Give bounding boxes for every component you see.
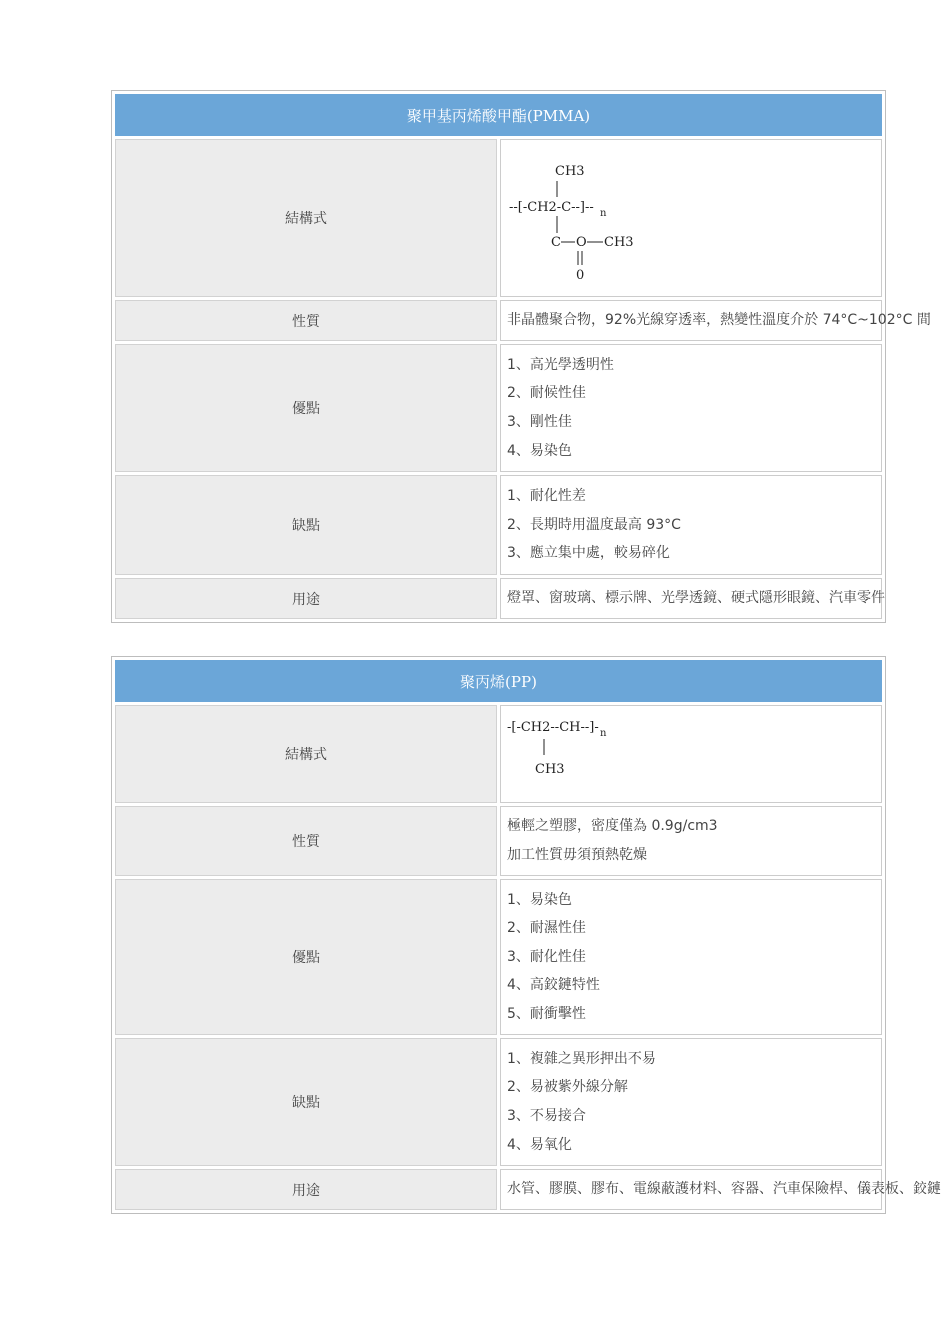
pmma-table <box>111 90 931 623</box>
pp-property-line: 加工性質毋須預熱乾燥 <box>507 847 647 863</box>
pp-advantage-item: 4、高鉸鏈特性 <box>507 977 600 994</box>
pmma-uses-text: 燈罩、窗玻璃、標示牌、光學透鏡、硬式隱形眼鏡、汽車零件 <box>507 590 885 607</box>
pmma-formula-ester-o: O <box>576 235 587 250</box>
pmma-formula-top: CH3 <box>555 164 585 179</box>
pp-advantage-item: 5、耐衝擊性 <box>507 1005 586 1022</box>
pmma-formula-chain: --[-CH2-C--]-- <box>509 200 594 215</box>
pp-advantage-item: 3、耐化性佳 <box>507 948 586 965</box>
pp-structure-label: 結構式 <box>115 705 497 803</box>
pp-disadvantage-item: 2、易被紫外線分解 <box>507 1079 628 1096</box>
pp-formula-side: CH3 <box>535 762 565 777</box>
pmma-properties-label: 性質 <box>115 300 497 341</box>
pmma-advantage-item: 3、剛性佳 <box>507 414 572 430</box>
pp-formula-chain: -[-CH2--CH--]- <box>507 720 599 735</box>
pmma-spec-table <box>111 90 931 623</box>
pmma-property-line: 非晶體聚合物，92%光線穿透率，熱變性溫度介於 74°C~102°C 間 <box>507 312 931 329</box>
pp-advantage-item: 2、耐濕性佳 <box>507 920 586 937</box>
pp-disadvantages-label: 缺點 <box>115 1038 497 1166</box>
pmma-uses-cell <box>500 578 885 619</box>
pmma-disadvantages-label: 缺點 <box>115 475 497 575</box>
pp-advantages-cell <box>500 879 882 1035</box>
pp-uses-label: 用途 <box>115 1169 497 1210</box>
pp-disadvantage-item: 3、不易接合 <box>507 1108 586 1124</box>
pp-properties-cell <box>500 806 882 876</box>
pp-table <box>111 656 941 1214</box>
pmma-disadvantages-cell <box>500 475 882 575</box>
pp-formula-drawing <box>507 709 707 799</box>
pp-disadvantages-cell <box>500 1038 882 1166</box>
pmma-advantage-item: 2、耐候性佳 <box>507 385 586 402</box>
pp-uses-text: 水管、膠膜、膠布、電線蔽護材料、容器、汽車保險桿、儀表板、鉸鏈 <box>507 1181 941 1198</box>
pp-formula-n: n <box>600 728 607 739</box>
pmma-advantages-label: 優點 <box>115 344 497 472</box>
pmma-structure-label: 結構式 <box>115 139 497 297</box>
pp-advantages-label: 優點 <box>115 879 497 1035</box>
pmma-properties-cell <box>500 300 931 341</box>
pmma-advantages-cell <box>500 344 882 472</box>
pmma-advantage-item: 4、易染色 <box>507 442 572 459</box>
pp-title: 聚丙烯(PP) <box>115 660 882 702</box>
pmma-advantage-item: 1、高光學透明性 <box>507 356 614 373</box>
pmma-uses-label: 用途 <box>115 578 497 619</box>
pp-spec-table <box>111 656 941 1214</box>
pmma-formula-drawing <box>507 143 707 293</box>
pp-structure-formula <box>500 705 882 803</box>
pp-uses-cell <box>500 1169 941 1210</box>
pp-property-line: 極輕之塑膠，密度僅為 0.9g/cm3 <box>507 818 718 835</box>
pp-advantage-item: 1、易染色 <box>507 891 572 908</box>
pp-disadvantage-item: 4、易氧化 <box>507 1136 572 1153</box>
pp-properties-label: 性質 <box>115 806 497 876</box>
pmma-structure-formula <box>500 139 882 297</box>
pmma-disadvantage-item: 2、長期時用溫度最高 93°C <box>507 516 681 533</box>
pmma-formula-n: n <box>600 208 607 219</box>
pmma-title: 聚甲基丙烯酸甲酯(PMMA) <box>115 94 882 136</box>
pmma-disadvantage-item: 3、應立集中處，較易碎化 <box>507 545 670 562</box>
pp-disadvantage-item: 1、複雜之異形押出不易 <box>507 1050 656 1067</box>
pmma-formula-carbonyl-o: 0 <box>576 268 585 283</box>
pmma-formula-ester-ch3: CH3 <box>604 235 634 250</box>
pmma-formula-ester-c: C <box>551 235 561 250</box>
pmma-disadvantage-item: 1、耐化性差 <box>507 488 586 505</box>
